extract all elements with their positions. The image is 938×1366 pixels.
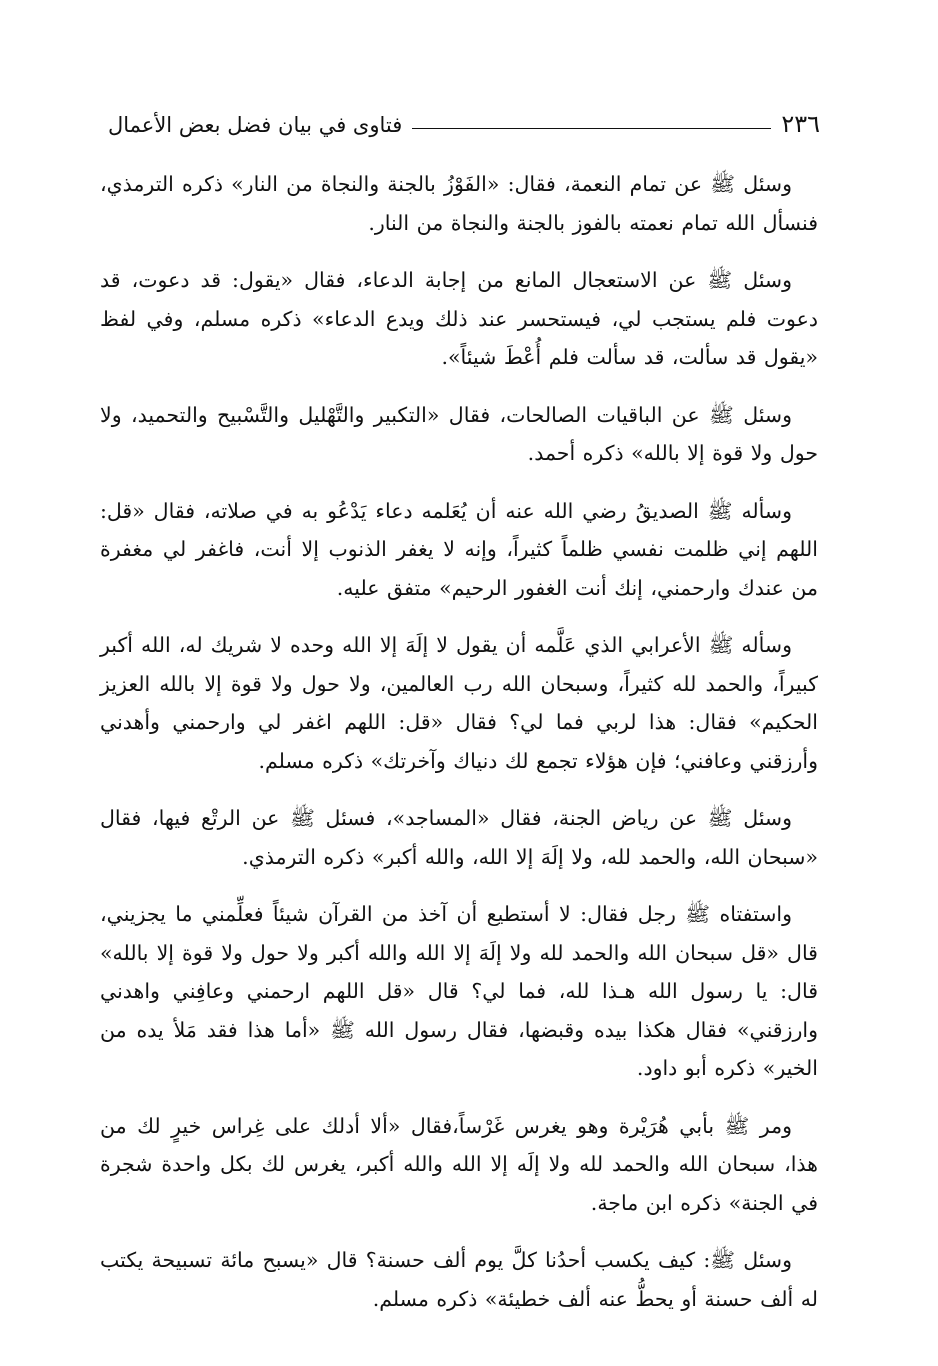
paragraph: واستفتاه ﷺ رجل فقال: لا أستطيع أن آخذ من القرآن شيئاً فعلِّمني ما يجزيني، قال «قل سبحان الله والحمد لله ولا إلَهَ إلا الله والله أكبر ولا حول ولا قوة إلا بالله» قال: يا رسول الله هـذا لله، فما لي؟ قال «قل اللهم ارحمني وعافِني واهدني وارزقني» فقال هكذا بيده وقبضها، فقال رسول الله ﷺ «أما هذا فقد مَلأ يده من الخير» ذكره أبو داود. xyxy=(100,902,818,1080)
page-number: ٢٣٦ xyxy=(781,110,820,138)
page-header xyxy=(108,96,820,140)
paragraph: وسئل ﷺ عن تمام النعمة، فقال: «الفَوْزُ بالجنة والنجاة من النار» ذكره الترمذي، فنسأل الله تمام نعمته بالفوز بالجنة والنجاة من النار. xyxy=(100,172,818,235)
paragraph: وسأله ﷺ الأعرابي الذي عَلَّمه أن يقول لا إلَهَ إلا الله وحده لا شريك له، الله أكبر كبيراً، والحمد لله كثيراً، وسبحان الله رب العالمين، ولا حول ولا قوة إلا بالله العزيز الحكيم» فقال: هذا لربي فما لي؟ فقال «قل: اللهم اغفر لي وارحمني وأهدني وأرزقني وعافني؛ فإن هؤلاء تجمع لك دنياك وآخرتك» ذكره مسلم. xyxy=(100,633,818,773)
paragraph: وسئل ﷺ عن الباقيات الصالحات، فقال «التكبير والتَّهْليل والتَّسْبيح والتحميد، ولا حول ولا قوة إلا بالله» ذكره أحمد. xyxy=(100,402,818,465)
body-text xyxy=(100,165,818,1337)
paragraph: وسأله ﷺ الصديقُ رضي الله عنه أن يُعَلمه دعاء يَدْعُو به في صلاته، فقال «قل: اللهم إني ظلمت نفسي ظلماً كثيراً، وإنه لا يغفر الذنوب إلا أنت، فاغفر لي مغفرة من عندك وارحمني، إنك أنت الغفور الرحيم» متفق عليه. xyxy=(100,498,818,600)
paragraph: وسئل ﷺ: كيف يكسب أحدُنا كلَّ يوم ألف حسنة؟ قال «يسبح مائة تسبيحة يكتب له ألف حسنة أو يحطُّ عنه ألف خطيئة» ذكره مسلم. xyxy=(100,1248,818,1311)
paragraph: ومر ﷺ بأبي هُرَيْرة وهو يغرس غَرْساً،فقال «ألا أدلك على غِراس خيرٍ لك من هذا، سبحان الله والحمد لله ولا إلَه إلا الله والله أكبر، يغرس لك بكل واحدة شجرة في الجنة» ذكره ابن ماجة. xyxy=(100,1113,818,1215)
header-rule xyxy=(412,128,771,129)
running-title: فتاوى في بيان فضل بعض الأعمال xyxy=(108,113,403,137)
paragraph: وسئل ﷺ عن رياض الجنة، فقال «المساجد»، فسئل ﷺ عن الرتْع فيها، فقال «سبحان الله، والحمد لله، ولا إلَهَ إلا الله، والله أكبر» ذكره الترمذي. xyxy=(100,806,818,869)
paragraph: وسئل ﷺ عن الاستعجال المانع من إجابة الدعاء، فقال «يقول: قد دعوت، قد دعوت فلم يستجب لي، فيستحسر عند ذلك ويدع الدعاء» ذكره مسلم، وفي لفظ «يقول قد سألت، قد سألت فلم أُعْطَ شيئاً». xyxy=(100,268,818,369)
